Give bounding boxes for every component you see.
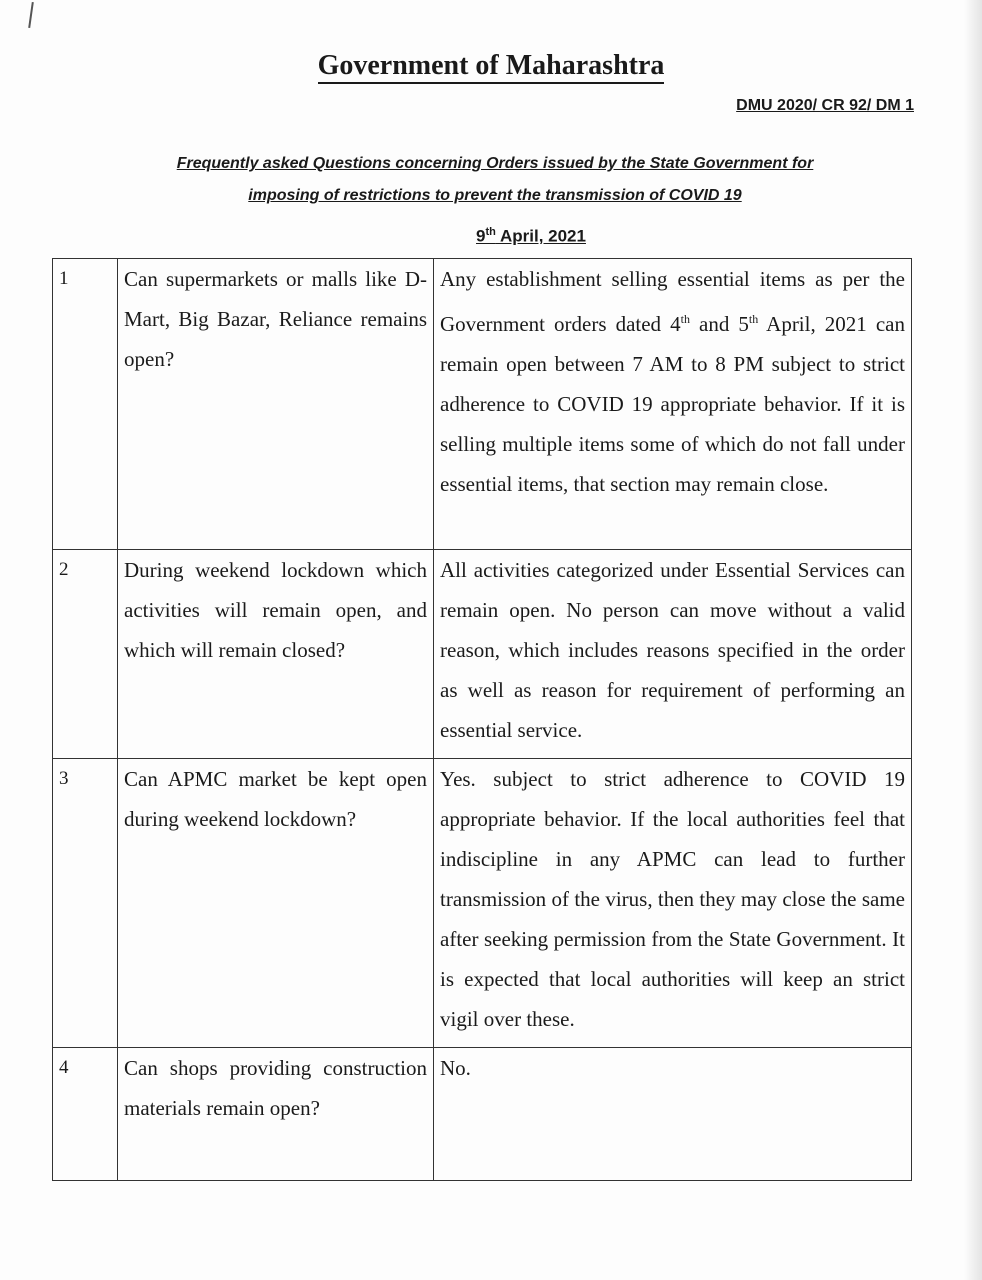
row-number: 2 bbox=[53, 550, 118, 759]
date-day: 9 bbox=[476, 226, 486, 246]
row-number: 4 bbox=[53, 1048, 118, 1181]
answer-cell: All activities categorized under Essential Services can remain open. No person can move without a valid reason, which includes reasons specified in the order as well as reason for requirement of performing an essential service. bbox=[434, 550, 912, 759]
question-cell: Can shops providing construction materials remain open? bbox=[118, 1048, 434, 1181]
answer-cell bbox=[434, 259, 912, 550]
answer-superscript: th bbox=[680, 312, 690, 326]
table-row bbox=[53, 759, 912, 1048]
pen-mark bbox=[28, 2, 34, 28]
date-rest: April, 2021 bbox=[495, 226, 586, 246]
answer-text: April, 2021 can remain open between 7 AM to 8 PM subject to strict adherence to COVID 19 appropriate behavior. If it is selling multiple items some of which do not fall under essential items, that section may remain close. bbox=[440, 312, 905, 496]
question-cell: Can supermarkets or malls like D-Mart, Big Bazar, Reliance remains open? bbox=[118, 259, 434, 550]
reference-number: DMU 2020/ CR 92/ DM 1 bbox=[736, 97, 914, 114]
question-cell: Can APMC market be kept open during weekend lockdown? bbox=[118, 759, 434, 1048]
document-date bbox=[0, 226, 982, 247]
question-cell: During weekend lockdown which activities will remain open, and which will remain closed? bbox=[118, 550, 434, 759]
table-row bbox=[53, 550, 912, 759]
table-row bbox=[53, 259, 912, 550]
answer-text: and 5 bbox=[689, 312, 749, 336]
document-title bbox=[0, 50, 982, 82]
answer-cell: No. bbox=[434, 1048, 912, 1181]
faq-table bbox=[52, 258, 912, 1181]
document-subtitle: Frequently asked Questions concerning Orders issued by the State Government for imposing of restrictions to prevent the transmission of COVID 19 bbox=[176, 155, 814, 204]
row-number: 1 bbox=[53, 259, 118, 550]
date-suffix: th bbox=[485, 226, 496, 238]
table-row bbox=[53, 1048, 912, 1181]
answer-text: Any establishment selling essential items as per the Government orders dated 4 bbox=[440, 267, 905, 336]
answer-cell: Yes. subject to strict adherence to COVID 19 appropriate behavior. If the local authorities feel that indiscipline in any APMC can lead to further transmission of the virus, then they may close the same after seeking permission from the State Government. It is expected that local authorities will keep an strict vigil over these. bbox=[434, 759, 912, 1048]
page-edge-shadow bbox=[964, 0, 982, 1280]
row-number: 3 bbox=[53, 759, 118, 1048]
answer-superscript: th bbox=[748, 312, 759, 326]
document-title-text: Government of Maharashtra bbox=[318, 50, 665, 84]
